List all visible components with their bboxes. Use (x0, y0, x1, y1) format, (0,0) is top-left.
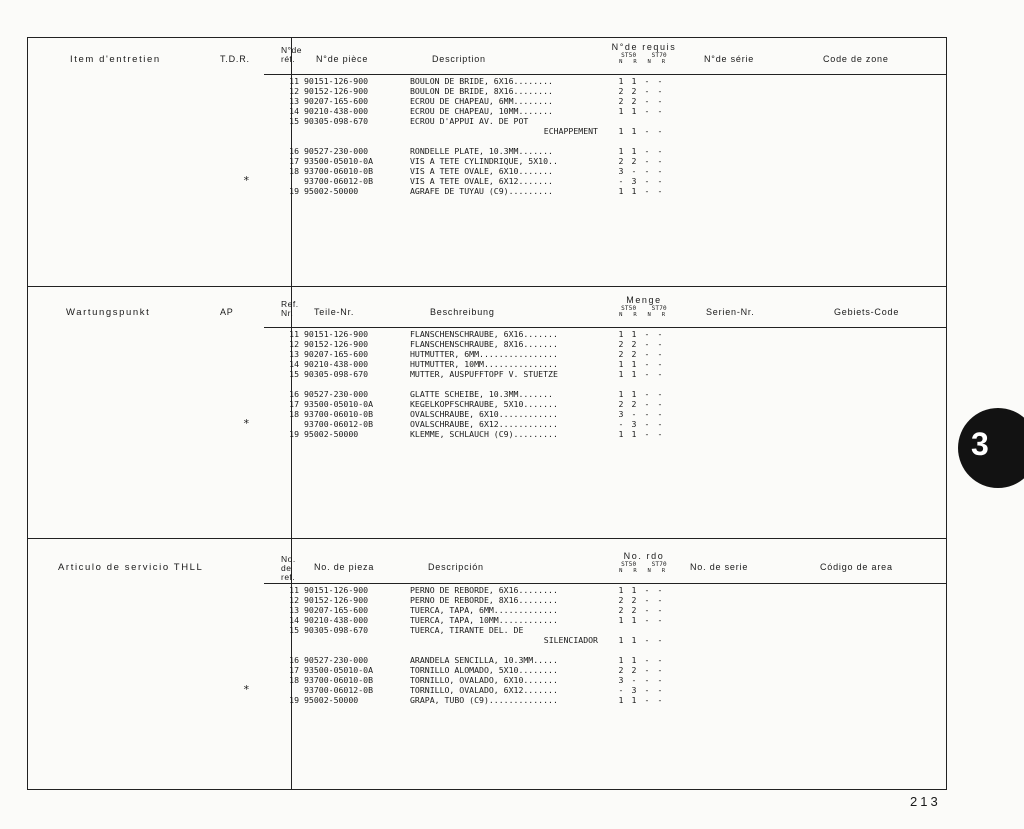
quantity-cell: - (657, 595, 663, 605)
part-description: ECROU DE CHAPEAU, 10MM....... (410, 106, 553, 116)
desc-label: Descripción (428, 562, 484, 572)
table-row (28, 655, 946, 665)
replacement-mark: * (243, 174, 250, 187)
table-row (28, 186, 946, 196)
table-row (28, 635, 946, 645)
quantity-cell: - (644, 605, 650, 615)
quantity-cell: - (644, 389, 650, 399)
quantity-cell: 2 (618, 156, 624, 166)
tool-label: AP (220, 307, 234, 317)
part-number: 93500-05010-0A (304, 156, 374, 166)
st50-label: ST50 (621, 52, 637, 59)
table-row (28, 106, 946, 116)
part-description: PERNO DE REBORDE, 8X16........ (410, 595, 558, 605)
ref-number: 18 (289, 166, 299, 176)
table-row (28, 126, 946, 136)
section-fr (28, 38, 946, 286)
quantity-cell: - (657, 339, 663, 349)
quantity-cell: 3 (631, 419, 637, 429)
quantity-cell: 2 (618, 339, 624, 349)
quantity-cell: - (657, 409, 663, 419)
quantity-cell: 1 (631, 429, 637, 439)
ref-number: 17 (289, 399, 299, 409)
rows (28, 329, 946, 529)
serial-label: N°de série (704, 54, 755, 64)
quantity-cell: - (644, 585, 650, 595)
quantity-cell: 1 (631, 76, 637, 86)
table-row (28, 329, 946, 339)
part-label: Teile-Nr. (314, 307, 355, 317)
quantity-cell: - (657, 429, 663, 439)
quantity-cell: - (657, 176, 663, 186)
quantity-cell: 1 (618, 655, 624, 665)
part-number: 90210-438-000 (304, 106, 369, 116)
ref-number: 14 (289, 615, 299, 625)
quantity-cell: 1 (618, 126, 624, 136)
ref-number: 14 (289, 106, 299, 116)
replacement-mark: * (243, 683, 250, 696)
part-description: TUERCA, TAPA, 10MM............ (410, 615, 558, 625)
quantity-cell: 2 (618, 86, 624, 96)
ref-number: 19 (289, 186, 299, 196)
quantity-cell: 2 (631, 86, 637, 96)
quantity-cell: - (644, 369, 650, 379)
quantity-cell: 1 (631, 389, 637, 399)
qty-label: N°de requis (611, 42, 677, 52)
parts-table-frame (27, 37, 947, 790)
part-number: 90151-126-900 (304, 76, 369, 86)
table-row (28, 389, 946, 399)
part-number: 93500-05010-0A (304, 665, 374, 675)
quantity-cell: - (644, 126, 650, 136)
part-number: 90207-165-600 (304, 605, 369, 615)
quantity-cell: - (631, 166, 637, 176)
quantity-cell: - (644, 96, 650, 106)
quantity-cell: 1 (631, 359, 637, 369)
part-description: MUTTER, AUSPUFFTOPF V. STUETZE (410, 369, 558, 379)
item-label: Articulo de servicio THLL (58, 562, 204, 573)
part-number: 90305-098-670 (304, 116, 369, 126)
part-description: TUERCA, TIRANTE DEL. DE (410, 625, 524, 635)
quantity-cell: 1 (631, 106, 637, 116)
part-number: 93700-06012-0B (304, 685, 374, 695)
page-number: 213 (910, 794, 941, 809)
zone-label: Código de area (820, 562, 893, 572)
part-number: 93700-06012-0B (304, 176, 374, 186)
part-number: 93700-06010-0B (304, 166, 374, 176)
ref-number: 15 (289, 116, 299, 126)
quantity-cell: - (644, 359, 650, 369)
quantity-cell: 2 (631, 339, 637, 349)
part-description: VIS A TETE CYLINDRIQUE, 5X10.. (410, 156, 558, 166)
quantity-cell: - (644, 419, 650, 429)
quantity-cell: 1 (631, 146, 637, 156)
quantity-cell: 1 (618, 359, 624, 369)
part-description: GLATTE SCHEIBE, 10.3MM....... (410, 389, 553, 399)
ref-number: 13 (289, 349, 299, 359)
quantity-cell: - (657, 615, 663, 625)
quantity-cell: - (644, 86, 650, 96)
quantity-cell: 2 (618, 349, 624, 359)
section-header (28, 539, 946, 583)
part-description: BOULON DE BRIDE, 8X16........ (410, 86, 553, 96)
quantity-cell: - (644, 429, 650, 439)
ref-number: 11 (289, 329, 299, 339)
quantity-cell: - (644, 106, 650, 116)
part-description: VIS A TETE OVALE, 6X12....... (410, 176, 553, 186)
quantity-cell: - (644, 695, 650, 705)
section-es (28, 539, 946, 789)
part-description: FLANSCHENSCHRAUBE, 8X16....... (410, 339, 558, 349)
quantity-cell: 2 (618, 605, 624, 615)
quantity-cell: - (657, 605, 663, 615)
quantity-cell: 2 (618, 399, 624, 409)
chapter-number: 3 (971, 426, 989, 462)
quantity-cell: - (657, 106, 663, 116)
quantity-cell: 1 (618, 76, 624, 86)
part-number: 90527-230-000 (304, 655, 369, 665)
quantity-cell: - (644, 156, 650, 166)
part-number: 90152-126-900 (304, 339, 369, 349)
table-row (28, 339, 946, 349)
ref-number: 15 (289, 625, 299, 635)
ref-number: 15 (289, 369, 299, 379)
quantity-cell: - (644, 595, 650, 605)
quantity-cell: 2 (631, 96, 637, 106)
quantity-cell: 1 (631, 695, 637, 705)
quantity-cell: - (644, 176, 650, 186)
quantity-cell: - (644, 615, 650, 625)
quantity-cell: 1 (618, 146, 624, 156)
chapter-tab (958, 408, 1024, 488)
quantity-cell: 1 (631, 655, 637, 665)
ref-number: 16 (289, 655, 299, 665)
header-rule (264, 327, 946, 328)
part-number: 93700-06010-0B (304, 675, 374, 685)
item-label: Item d'entretien (70, 54, 161, 65)
qty-label: No. rdo (623, 551, 665, 561)
part-number: 90207-165-600 (304, 96, 369, 106)
quantity-cell: - (657, 685, 663, 695)
quantity-cell: 1 (631, 615, 637, 625)
part-description: VIS A TETE OVALE, 6X10....... (410, 166, 553, 176)
part-number: 90305-098-670 (304, 625, 369, 635)
table-row (28, 349, 946, 359)
replacement-mark: * (243, 417, 250, 430)
table-row (28, 695, 946, 705)
quantity-cell: - (631, 675, 637, 685)
part-number: 90305-098-670 (304, 369, 369, 379)
part-number: 90151-126-900 (304, 585, 369, 595)
header-rule (264, 583, 946, 584)
part-number: 93700-06012-0B (304, 419, 374, 429)
part-description: TUERCA, TAPA, 6MM............. (410, 605, 558, 615)
quantity-cell: - (644, 675, 650, 685)
ref-number: 19 (289, 695, 299, 705)
zone-label: Code de zone (823, 54, 889, 64)
table-row (28, 86, 946, 96)
part-number: 90152-126-900 (304, 86, 369, 96)
table-row (28, 116, 946, 126)
quantity-cell: 1 (631, 635, 637, 645)
quantity-cell: 2 (631, 605, 637, 615)
ref-number: 13 (289, 96, 299, 106)
part-number: 93700-06010-0B (304, 409, 374, 419)
ref-number: 12 (289, 595, 299, 605)
model-labels (600, 52, 688, 59)
part-description: HUTMUTTER, 10MM............... (410, 359, 558, 369)
quantity-cell: 2 (618, 665, 624, 675)
quantity-cell: - (644, 186, 650, 196)
item-label: Wartungspunkt (66, 307, 151, 318)
table-row (28, 625, 946, 635)
ref-number: 12 (289, 339, 299, 349)
part-description: BOULON DE BRIDE, 6X16........ (410, 76, 553, 86)
part-label: No. de pieza (314, 562, 375, 572)
rows (28, 76, 946, 276)
serial-label: No. de serie (690, 562, 749, 572)
qty-header (600, 295, 688, 318)
quantity-cell: - (657, 665, 663, 675)
quantity-cell: 2 (631, 399, 637, 409)
quantity-cell: 1 (631, 369, 637, 379)
table-row (28, 595, 946, 605)
ref-number: 13 (289, 605, 299, 615)
table-row (28, 399, 946, 409)
table-row (28, 166, 946, 176)
section-de (28, 287, 946, 538)
quantity-cell: - (644, 339, 650, 349)
table-row (28, 685, 946, 695)
table-row (28, 615, 946, 625)
quantity-cell: - (657, 359, 663, 369)
st50-label: ST50 (621, 305, 637, 312)
quantity-cell: 2 (631, 156, 637, 166)
quantity-cell: 1 (631, 585, 637, 595)
part-number: 90210-438-000 (304, 359, 369, 369)
quantity-cell: - (618, 176, 624, 186)
quantity-cell: - (657, 86, 663, 96)
st70-label: ST70 (651, 561, 667, 568)
part-number: 90151-126-900 (304, 329, 369, 339)
part-description: PERNO DE REBORDE, 6X16........ (410, 585, 558, 595)
part-description: TORNILLO, OVALADO, 6X12....... (410, 685, 558, 695)
quantity-cell: 1 (618, 585, 624, 595)
desc-label: Beschreibung (430, 307, 495, 317)
desc-label: Description (432, 54, 486, 64)
quantity-cell: 1 (631, 126, 637, 136)
ref-number: 16 (289, 389, 299, 399)
quantity-cell: - (644, 349, 650, 359)
part-number: 90527-230-000 (304, 146, 369, 156)
part-label: N°de pièce (316, 54, 369, 64)
part-number: 90210-438-000 (304, 615, 369, 625)
qty-label: Menge (626, 295, 662, 305)
section-header (28, 38, 946, 74)
ref-label: Ref. Nr. (281, 299, 299, 318)
ref-number: 17 (289, 665, 299, 675)
quantity-cell: - (657, 655, 663, 665)
table-row (28, 156, 946, 166)
part-number: 90152-126-900 (304, 595, 369, 605)
part-description: TORNILLO ALOMADO, 5X10........ (410, 665, 558, 675)
ref-number: 18 (289, 675, 299, 685)
table-row (28, 605, 946, 615)
quantity-cell: - (644, 635, 650, 645)
quantity-cell: - (618, 419, 624, 429)
quantity-cell: 2 (631, 665, 637, 675)
serial-label: Serien-Nr. (706, 307, 755, 317)
quantity-cell: 3 (618, 675, 624, 685)
ref-label: No. de ref. (281, 554, 296, 582)
quantity-cell: 1 (618, 635, 624, 645)
part-description: KLEMME, SCHLAUCH (C9)......... (410, 429, 558, 439)
part-number: 95002-50000 (304, 429, 359, 439)
part-description: OVALSCHRAUBE, 6X10............ (410, 409, 558, 419)
quantity-cell: - (657, 76, 663, 86)
quantity-cell: - (657, 675, 663, 685)
nr-labels: N R N R (619, 568, 669, 574)
quantity-cell: 2 (618, 96, 624, 106)
ref-number: 11 (289, 585, 299, 595)
part-description: ECROU D'APPUI AV. DE POT (410, 116, 529, 126)
quantity-cell: 1 (618, 329, 624, 339)
quantity-cell: - (657, 399, 663, 409)
rows (28, 585, 946, 785)
quantity-cell: 1 (618, 615, 624, 625)
ref-number: 11 (289, 76, 299, 86)
ref-number: 17 (289, 156, 299, 166)
part-description: RONDELLE PLATE, 10.3MM....... (410, 146, 553, 156)
quantity-cell: - (644, 665, 650, 675)
quantity-cell: 1 (618, 429, 624, 439)
quantity-cell: 3 (631, 685, 637, 695)
quantity-cell: - (644, 655, 650, 665)
quantity-cell: 3 (618, 166, 624, 176)
part-description: ARANDELA SENCILLA, 10.3MM..... (410, 655, 558, 665)
quantity-cell: - (657, 96, 663, 106)
quantity-cell: - (657, 585, 663, 595)
quantity-cell: 3 (631, 176, 637, 186)
section-header (28, 287, 946, 327)
part-number: 95002-50000 (304, 695, 359, 705)
ref-label: N°de réf. (281, 45, 302, 64)
part-number: 90527-230-000 (304, 389, 369, 399)
part-number: 90207-165-600 (304, 349, 369, 359)
table-row (28, 359, 946, 369)
part-description: ECROU DE CHAPEAU, 6MM........ (410, 96, 553, 106)
ref-number: 19 (289, 429, 299, 439)
quantity-cell: - (644, 146, 650, 156)
table-row (28, 369, 946, 379)
quantity-cell: 1 (618, 695, 624, 705)
part-description: AGRAFE DE TUYAU (C9)......... (410, 186, 553, 196)
part-description: OVALSCHRAUBE, 6X12............ (410, 419, 558, 429)
quantity-cell: - (657, 166, 663, 176)
part-description: KEGELKOPFSCHRAUBE, 5X10....... (410, 399, 558, 409)
st70-label: ST70 (651, 305, 667, 312)
quantity-cell: 1 (618, 106, 624, 116)
ref-number: 18 (289, 409, 299, 419)
quantity-cell: - (657, 349, 663, 359)
nr-labels: N R N R (619, 312, 669, 318)
ref-number: 16 (289, 146, 299, 156)
ref-number: 14 (289, 359, 299, 369)
quantity-cell: - (657, 369, 663, 379)
quantity-cell: - (644, 685, 650, 695)
table-row (28, 76, 946, 86)
quantity-cell: - (657, 695, 663, 705)
table-row (28, 176, 946, 186)
part-description: FLANSCHENSCHRAUBE, 6X16....... (410, 329, 558, 339)
part-description: TORNILLO, OVALADO, 6X10....... (410, 675, 558, 685)
table-row (28, 96, 946, 106)
quantity-cell: - (657, 419, 663, 429)
quantity-cell: - (644, 409, 650, 419)
quantity-cell: - (644, 399, 650, 409)
tool-label: T.D.R. (220, 54, 250, 64)
table-row (28, 409, 946, 419)
quantity-cell: - (657, 186, 663, 196)
quantity-cell: 2 (631, 349, 637, 359)
description-continuation: SILENCIADOR (543, 635, 598, 645)
table-row (28, 665, 946, 675)
table-row (28, 146, 946, 156)
st70-label: ST70 (651, 52, 667, 59)
quantity-cell: - (657, 156, 663, 166)
description-continuation: ECHAPPEMENT (543, 126, 598, 136)
part-description: GRAPA, TUBO (C9).............. (410, 695, 558, 705)
part-number: 95002-50000 (304, 186, 359, 196)
quantity-cell: - (644, 329, 650, 339)
quantity-cell: - (657, 329, 663, 339)
quantity-cell: - (644, 76, 650, 86)
qty-header (600, 551, 688, 574)
nr-labels: N R N R (619, 59, 669, 65)
quantity-cell: - (631, 409, 637, 419)
quantity-cell: 1 (618, 389, 624, 399)
st50-label: ST50 (621, 561, 637, 568)
table-row (28, 429, 946, 439)
model-labels (600, 305, 688, 312)
quantity-cell: - (657, 389, 663, 399)
quantity-cell: - (644, 166, 650, 176)
quantity-cell: 3 (618, 409, 624, 419)
quantity-cell: 1 (631, 329, 637, 339)
table-row (28, 419, 946, 429)
quantity-cell: 1 (618, 369, 624, 379)
quantity-cell: 1 (618, 186, 624, 196)
quantity-cell: - (657, 146, 663, 156)
header-rule (264, 74, 946, 75)
quantity-cell: 1 (631, 186, 637, 196)
zone-label: Gebiets-Code (834, 307, 900, 317)
quantity-cell: - (657, 126, 663, 136)
quantity-cell: 2 (631, 595, 637, 605)
quantity-cell: 2 (618, 595, 624, 605)
quantity-cell: - (618, 685, 624, 695)
part-description: HUTMUTTER, 6MM................ (410, 349, 558, 359)
model-labels (600, 561, 688, 568)
table-row (28, 675, 946, 685)
quantity-cell: - (657, 635, 663, 645)
part-number: 93500-05010-0A (304, 399, 374, 409)
ref-number: 12 (289, 86, 299, 96)
qty-header (600, 42, 688, 65)
table-row (28, 585, 946, 595)
